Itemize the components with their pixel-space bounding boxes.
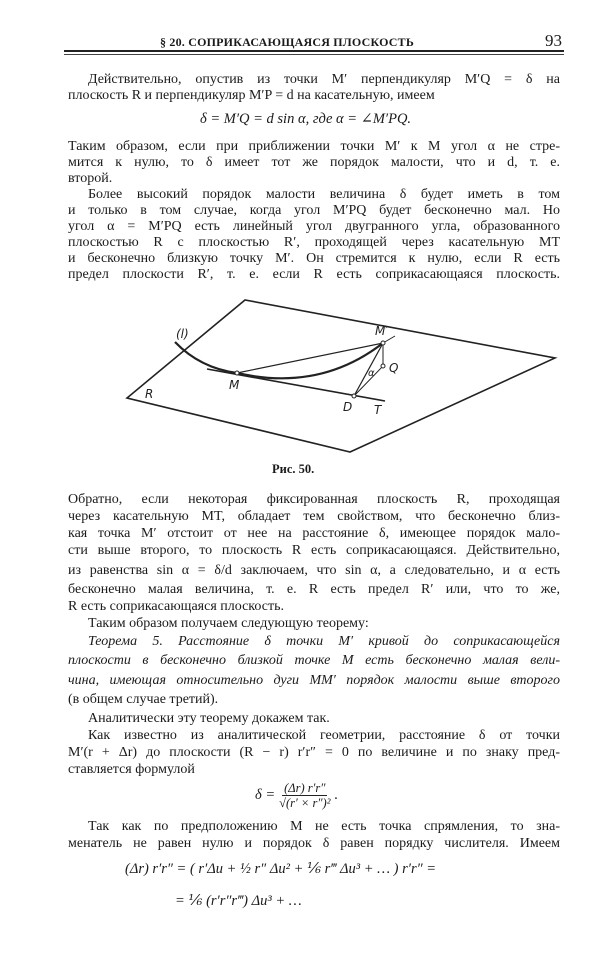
point-m-prime (381, 341, 385, 345)
equation-4: = ⅙ (r′r″r‴) Δu³ + … (175, 893, 302, 909)
figure-osculating-plane (100, 290, 570, 460)
para3-line: и бесконечно близкую точку M′. Он стремится к нулю, если R есть (68, 251, 560, 266)
para4-line: через касательную MT, обладает тем свойством, что бесконечно близ- (68, 509, 560, 524)
para3-line: плоскостью R с плоскостью R′, проходящей через касательную MT (68, 235, 560, 250)
curve-l (175, 342, 383, 378)
label-d: D (343, 400, 353, 414)
equation-1: δ = M′Q = d sin α, где α = ∠M′PQ. (200, 111, 412, 127)
para6-line: Аналитически эту теорему докажем так. (88, 711, 330, 726)
theorem-line: плоскости в бесконечно близкой точке M есть бесконечно малая вели- (68, 653, 560, 668)
para4-line: Обратно, если некоторая фиксированная плоскость R, проходящая (68, 492, 560, 507)
equation-2 (255, 781, 338, 810)
para2-line: мится к нулю, то δ имеет тот же порядок малости, что и d, т. е. (68, 155, 560, 170)
label-r: R (145, 387, 154, 401)
para2-line: Таким образом, если при приближении точки M′ к M угол α не стре- (68, 139, 560, 154)
figure-caption: Рис. 50. (272, 462, 315, 476)
eq2-lhs: δ = (255, 787, 276, 803)
para4-line: бесконечно малая величина, т. е. R есть предел R′ или, что то же, (68, 582, 560, 597)
equation-3: (Δr) r′r″ = ( r′Δu + ½ r″ Δu² + ⅙ r‴ Δu³ + … ) r′r″ = (125, 861, 437, 877)
para2-line: второй. (68, 171, 113, 186)
running-header: § 20. СОПРИКАСАЮЩАЯСЯ ПЛОСКОСТЬ (160, 35, 414, 49)
header-rule (64, 50, 564, 52)
label-t: T (374, 403, 382, 417)
para8-line: менатель не равен нулю и порядок δ равен порядку числителя. Имеем (68, 836, 560, 851)
para4-line: R есть соприкасающаяся плоскость. (68, 599, 284, 614)
para5-line: Таким образом получаем следующую теорему: (88, 616, 369, 631)
label-q: Q (389, 361, 399, 375)
para8-line: Так как по предположению M не есть точка спрямления, то зна- (88, 819, 560, 834)
para1-line: плоскость R и перпендикуляр M′P = d на касательную, имеем (68, 88, 435, 103)
para1-line: Действительно, опустив из точки M′ перпендикуляр M′Q = δ на (88, 72, 560, 87)
plane-r (127, 300, 555, 452)
label-alpha: α (368, 368, 375, 379)
para3-line: предел плоскости R′, т. е. если R есть соприкасающаяся плоскость. (68, 267, 560, 282)
theorem-line: Теорема 5. Расстояние δ точки M′ кривой до соприкасающейся (88, 634, 560, 649)
eq2-fraction (279, 781, 330, 810)
para7-line: ставляется формулой (68, 762, 195, 777)
para3-line: угол α = M′PQ есть линейный угол двугранного угла, образованного (68, 219, 560, 234)
eq2-numerator: (Δr) r′r″ (284, 781, 326, 795)
label-m: M (229, 378, 240, 392)
para4-line: сти выше второго, то плоскость R есть соприкасающаяся. Действительно, (68, 543, 560, 558)
label-m-prime: M′ (375, 324, 389, 338)
para3-line: Более высокий порядок малости величина δ будет иметь в том (88, 187, 560, 202)
header-rule-thin (64, 54, 564, 55)
eq2-denominator: √(r′ × r″)² (279, 796, 331, 810)
point-q (381, 364, 385, 368)
point-m (235, 371, 239, 375)
theorem-line: чина, имеющая относительно дуги MM′ порядок малости выше второго (68, 673, 560, 688)
point-d (352, 394, 356, 398)
para4-line: кая точка M′ отстоит от нее на расстояние δ, имеющее порядок мало- (68, 526, 560, 541)
theorem-line: (в общем случае третий). (68, 692, 219, 707)
label-curve: (l) (176, 327, 189, 341)
para7-line: Как известно из аналитической геометрии, расстояние δ от точки (88, 728, 560, 743)
para4-line: из равенства sin α = δ/d заключаем, что sin α, а следовательно, и α есть (68, 563, 560, 578)
eq2-end: . (334, 787, 339, 803)
para7-line: M′(r + Δr) до плоскости (R − r) r′r″ = 0 по величине и по знаку пред- (68, 745, 560, 760)
page-number: 93 (545, 31, 562, 50)
para3-line: и только в том случае, когда угол M′PQ будет бесконечно мал. Но (68, 203, 560, 218)
